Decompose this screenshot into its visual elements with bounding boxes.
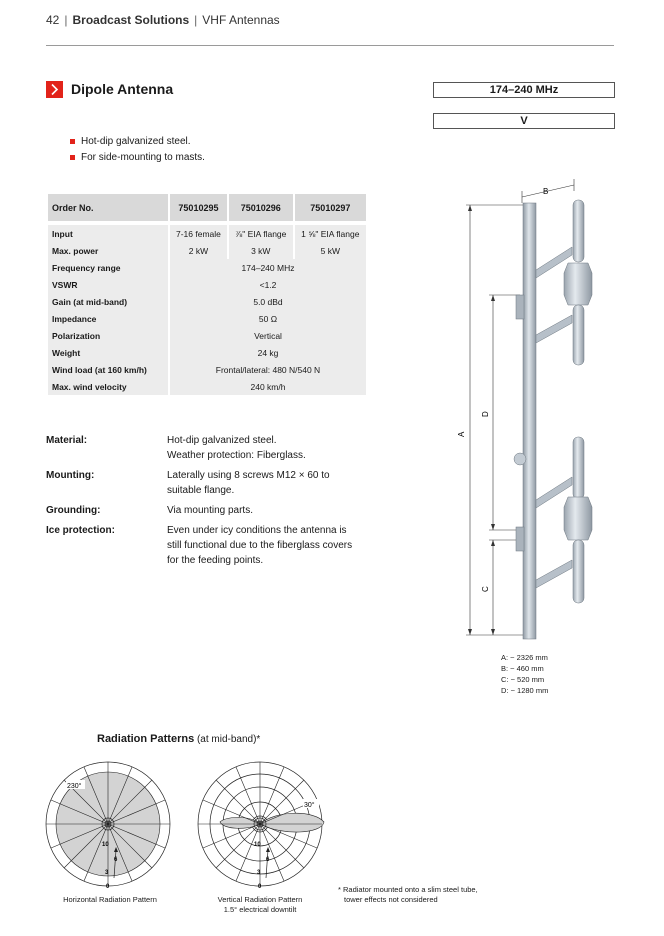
order-number: 75010296 bbox=[229, 194, 293, 221]
svg-text:3: 3 bbox=[105, 870, 109, 876]
svg-text:0: 0 bbox=[106, 884, 110, 890]
table-row: Impedance 50 Ω bbox=[48, 310, 366, 327]
horizontal-pattern-chart bbox=[44, 760, 176, 892]
product-title: Dipole Antenna bbox=[71, 81, 174, 97]
table-row: Polarization Vertical bbox=[48, 327, 366, 344]
dimension-list: A: ~ 2326 mm B: ~ 460 mm C: ~ 520 mm D: ~ 1280 mm bbox=[501, 653, 549, 695]
pattern-main-lobe bbox=[260, 813, 324, 832]
detail-label: Grounding: bbox=[46, 505, 101, 516]
page-header: 42 | Broadcast Solutions | VHF Antennas bbox=[46, 13, 280, 27]
section-name: Broadcast Solutions bbox=[72, 13, 190, 27]
polarization-box: V bbox=[433, 113, 615, 129]
order-number: 75010295 bbox=[170, 194, 227, 221]
antenna-drawing bbox=[440, 175, 620, 650]
table-row: Max. power 2 kW 3 kW 5 kW bbox=[48, 242, 366, 259]
table-header-row bbox=[48, 194, 366, 221]
horizontal-pattern-caption: Horizontal Radiation Pattern bbox=[63, 895, 157, 904]
detail-value: Hot-dip galvanized steel. Weather protection: Fiberglass. bbox=[167, 435, 306, 461]
table-row: VSWR <1.2 bbox=[48, 276, 366, 293]
svg-text:10: 10 bbox=[102, 842, 109, 848]
detail-label: Mounting: bbox=[46, 470, 95, 481]
feature-list bbox=[70, 134, 205, 166]
table-row: Weight 24 kg bbox=[48, 344, 366, 361]
detail-value: Via mounting parts. bbox=[167, 505, 253, 516]
order-label: Order No. bbox=[48, 194, 168, 221]
angle-label: 230° bbox=[67, 783, 82, 790]
table-row: Gain (at mid-band) 5.0 dBd bbox=[48, 293, 366, 310]
radiation-title: Radiation Patterns (at mid-band)* bbox=[97, 733, 261, 745]
table-row: Frequency range 174–240 MHz bbox=[48, 259, 366, 276]
dim-label-b: B bbox=[543, 187, 549, 196]
svg-text:0: 0 bbox=[258, 884, 262, 890]
subsection-name: VHF Antennas bbox=[202, 13, 280, 27]
table-row: Input 7-16 female ⅞" EIA flange 1 ⅝" EIA flange bbox=[48, 225, 366, 242]
dim-label-a: A bbox=[457, 431, 466, 437]
chevron-right-icon bbox=[46, 81, 63, 98]
frequency-box: 174–240 MHz bbox=[433, 82, 615, 98]
svg-text:6: 6 bbox=[114, 857, 118, 863]
detail-label: Material: bbox=[46, 435, 88, 446]
detail-value: Even under icy conditions the antenna is still functional due to the fiberglass covers for the feeding points. bbox=[167, 525, 353, 566]
table-row: Wind load (at 160 km/h) Frontal/lateral: 480 N/540 N bbox=[48, 361, 366, 378]
spec-table bbox=[46, 194, 368, 395]
list-item: For side-mounting to masts. bbox=[70, 150, 205, 166]
mast-pipe bbox=[523, 203, 536, 639]
svg-text:10: 10 bbox=[254, 842, 261, 848]
header-divider bbox=[46, 45, 614, 46]
svg-text:3: 3 bbox=[257, 870, 261, 876]
detail-value: Laterally using 8 screws M12 × 60 to suitable flange. bbox=[167, 470, 330, 496]
list-item: Hot-dip galvanized steel. bbox=[70, 134, 205, 150]
detail-label: Ice protection: bbox=[46, 525, 115, 536]
order-number: 75010297 bbox=[295, 194, 366, 221]
footnote: * Radiator mounted onto a slim steel tube, tower effects not considered bbox=[338, 885, 478, 904]
vertical-pattern-caption: Vertical Radiation Pattern 1.5° electrical downtilt bbox=[217, 895, 303, 914]
table-row: Max. wind velocity 240 km/h bbox=[48, 378, 366, 395]
page-number: 42 bbox=[46, 13, 60, 27]
angle-label: 30° bbox=[304, 802, 315, 809]
vertical-pattern-chart bbox=[196, 760, 328, 892]
dim-label-d: D bbox=[481, 411, 490, 417]
dim-label-c: C bbox=[481, 586, 490, 592]
svg-text:6: 6 bbox=[266, 857, 270, 863]
